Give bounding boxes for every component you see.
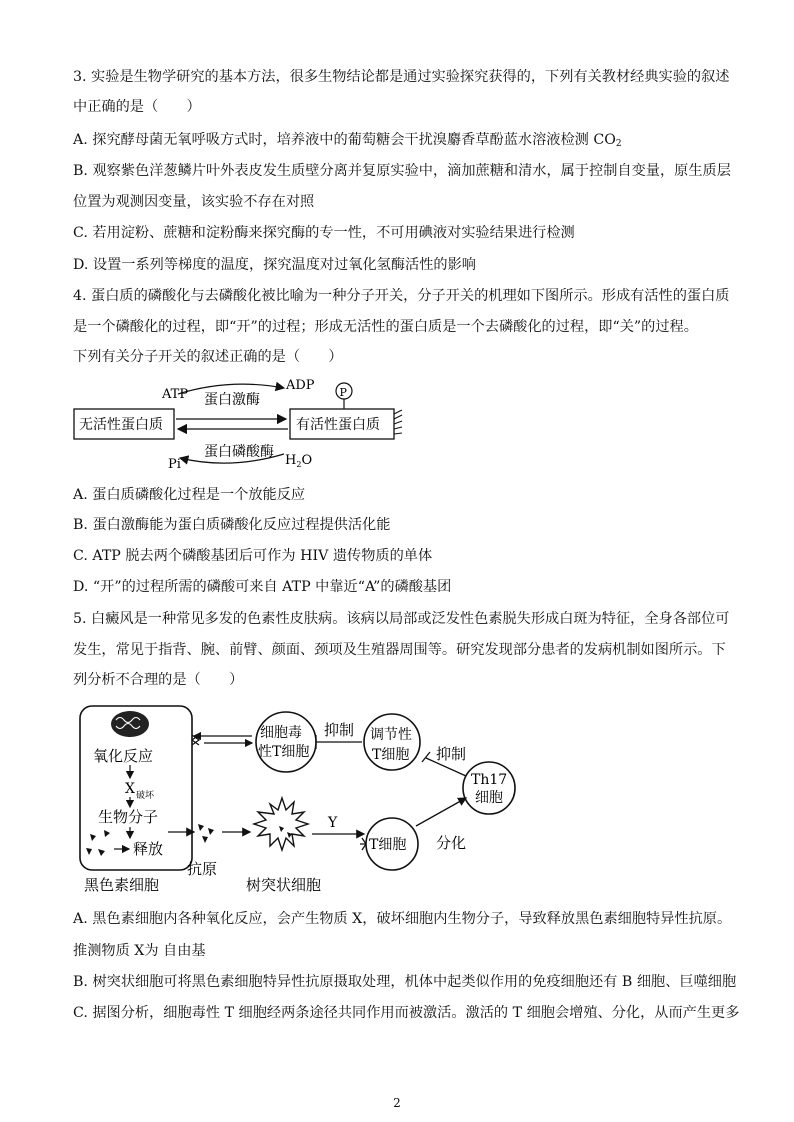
q4-option-d: D. “开”的过程所需的磷酸可来自 ATP 中靠近“A”的磷酸基团 [73, 579, 452, 595]
q4-stem-line-1: 4. 蛋白质的磷酸化与去磷酸化被比喻为一种分子开关，分子开关的机理如下图所示。形成有活性的蛋白质 [73, 288, 730, 304]
arrow-tcell-th17 [416, 798, 466, 826]
receptor-icon [360, 838, 366, 850]
x-label: X [125, 781, 135, 797]
kinase-label: 蛋白激酶 [204, 392, 260, 408]
phosphatase-label: 蛋白磷酸酶 [204, 444, 274, 460]
inhibit-label-2: 抑制 [436, 745, 467, 763]
page-number: 2 [393, 1096, 401, 1110]
q5-option-a-line-2: 推测物质 X为 自由基 [73, 943, 206, 959]
adp-label: ADP [286, 378, 315, 393]
antigen-cluster-icon [86, 830, 110, 856]
dendritic-cell-icon [254, 798, 308, 850]
th17-cell-circle [463, 762, 515, 814]
atp-label: ATP [162, 387, 189, 402]
treg-label-2: T细胞 [372, 747, 410, 763]
q5-stem-line-2: 发生，常见于指背、腕、前臂、颜面、颈项及生殖器周围等。研究发现部分患者的发病机制如图所示。下 [73, 642, 726, 658]
q5-stem-line-1: 5. 白癜风是一种常见多发的色素性皮肤病。该病以局部或泛发性色素脱失形成白斑为特征，全身各部位可 [73, 611, 730, 627]
q5-stem-line-3: 列分析不合理的是（ ） [73, 672, 244, 688]
q3-option-d: D. 设置一系列等梯度的温度，探究温度对过氧化氢酶活性的影响 [73, 257, 476, 273]
q3-option-a-subscript: 2 [615, 139, 622, 149]
differentiate-label: 分化 [436, 834, 467, 852]
active-protein-label: 有活性蛋白质 [296, 417, 380, 433]
oxidation-label: 氧化反应 [93, 747, 154, 765]
q4-stem-line-3: 下列有关分子开关的叙述正确的是（ ） [73, 349, 343, 365]
q5-option-b: B. 树突状细胞可将黑色素细胞特异性抗原摄取处理，机体中起类似作用的免疫细胞还有 B 细胞、巨噬细胞 [73, 974, 737, 990]
ctl-label: 细胞毒 [260, 725, 302, 741]
q4-option-b: B. 蛋白激酶能为蛋白质磷酸化反应过程提供活化能 [73, 517, 391, 533]
q3-option-a [73, 131, 622, 153]
th17-label: Th17 [471, 772, 508, 788]
antigen-label: 抗原 [187, 860, 218, 878]
q4-option-a: A. 蛋白质磷酸化过程是一个放能反应 [73, 487, 306, 503]
dendritic-antigen-icon [279, 826, 292, 838]
q4-stem-line-2: 是一个磷酸化的过程，即“开”的过程；形成无活性的蛋白质是一个去磷酸化的过程，即“关”的过程。 [73, 319, 698, 335]
ctl-label-2: 性T细胞 [258, 744, 310, 760]
pi-label: Pi [168, 457, 181, 472]
q4-molecular-switch-diagram [70, 372, 420, 477]
y-label: Y [328, 815, 338, 831]
water-label: $H_2O$ [285, 453, 313, 469]
release-label: 释放 [133, 840, 164, 858]
q3-option-c: C. 若用淀粉、蔗糖和淀粉酶来探究酶的专一性，不可用碘液对实验结果进行检测 [73, 225, 575, 241]
destroy-label: 破坏 [136, 791, 155, 801]
q3-option-a-text: A. 探究酵母菌无氧呼吸方式时，培养液中的葡萄糖会干扰溴麝香草酚蓝水溶液检测 CO [73, 132, 616, 148]
th17-label-2: 细胞 [475, 790, 503, 806]
t-cell-label: T细胞 [369, 837, 407, 853]
q3-stem-line-1: 3. 实验是生物学研究的基本方法，很多生物结论都是通过实验探究获得的，下列有关教材经典实验的叙述 [73, 69, 730, 85]
inactive-protein-label: 无活性蛋白质 [79, 417, 163, 433]
dendritic-label: 树突状细胞 [246, 876, 322, 894]
q3-option-b-line-2: 位置为观测因变量，该实验不存在对照 [73, 194, 315, 210]
active-site-fringe-icon [394, 410, 402, 434]
phosphate-label: P [339, 386, 347, 399]
inhibit-bar [422, 752, 430, 762]
q3-option-b-line-1: B. 观察紫色洋葱鳞片叶外表皮发生质壁分离并复原实验中，滴加蔗糖和清水，属于控制自变量，原生质层 [73, 163, 731, 179]
ctl-cell-circle [256, 712, 316, 772]
inhibit-label-1: 抑制 [324, 721, 355, 739]
q5-option-a-line-1: A. 黑色素细胞内各种氧化反应，会产生物质 X，破坏细胞内生物分子，导致释放黑色素细胞特异性抗原。 [73, 911, 732, 927]
free-antigen-icon [198, 824, 214, 843]
q5-option-c: C. 据图分析，细胞毒性 T 细胞经两条途径共同作用而被激活。激活的 T 细胞会增殖、分化，从而产生更多 [73, 1005, 740, 1021]
melanocyte-label: 黑色素细胞 [84, 876, 160, 894]
biomolecule-label: 生物分子 [98, 808, 159, 826]
treg-label: 调节性 [370, 727, 412, 743]
q3-stem-line-2: 中正确的是（ ） [73, 99, 201, 115]
q5-vitiligo-mechanism-diagram [74, 702, 534, 902]
q4-option-c: C. ATP 脱去两个磷酸基团后可作为 HIV 遗传物质的单体 [73, 548, 433, 564]
